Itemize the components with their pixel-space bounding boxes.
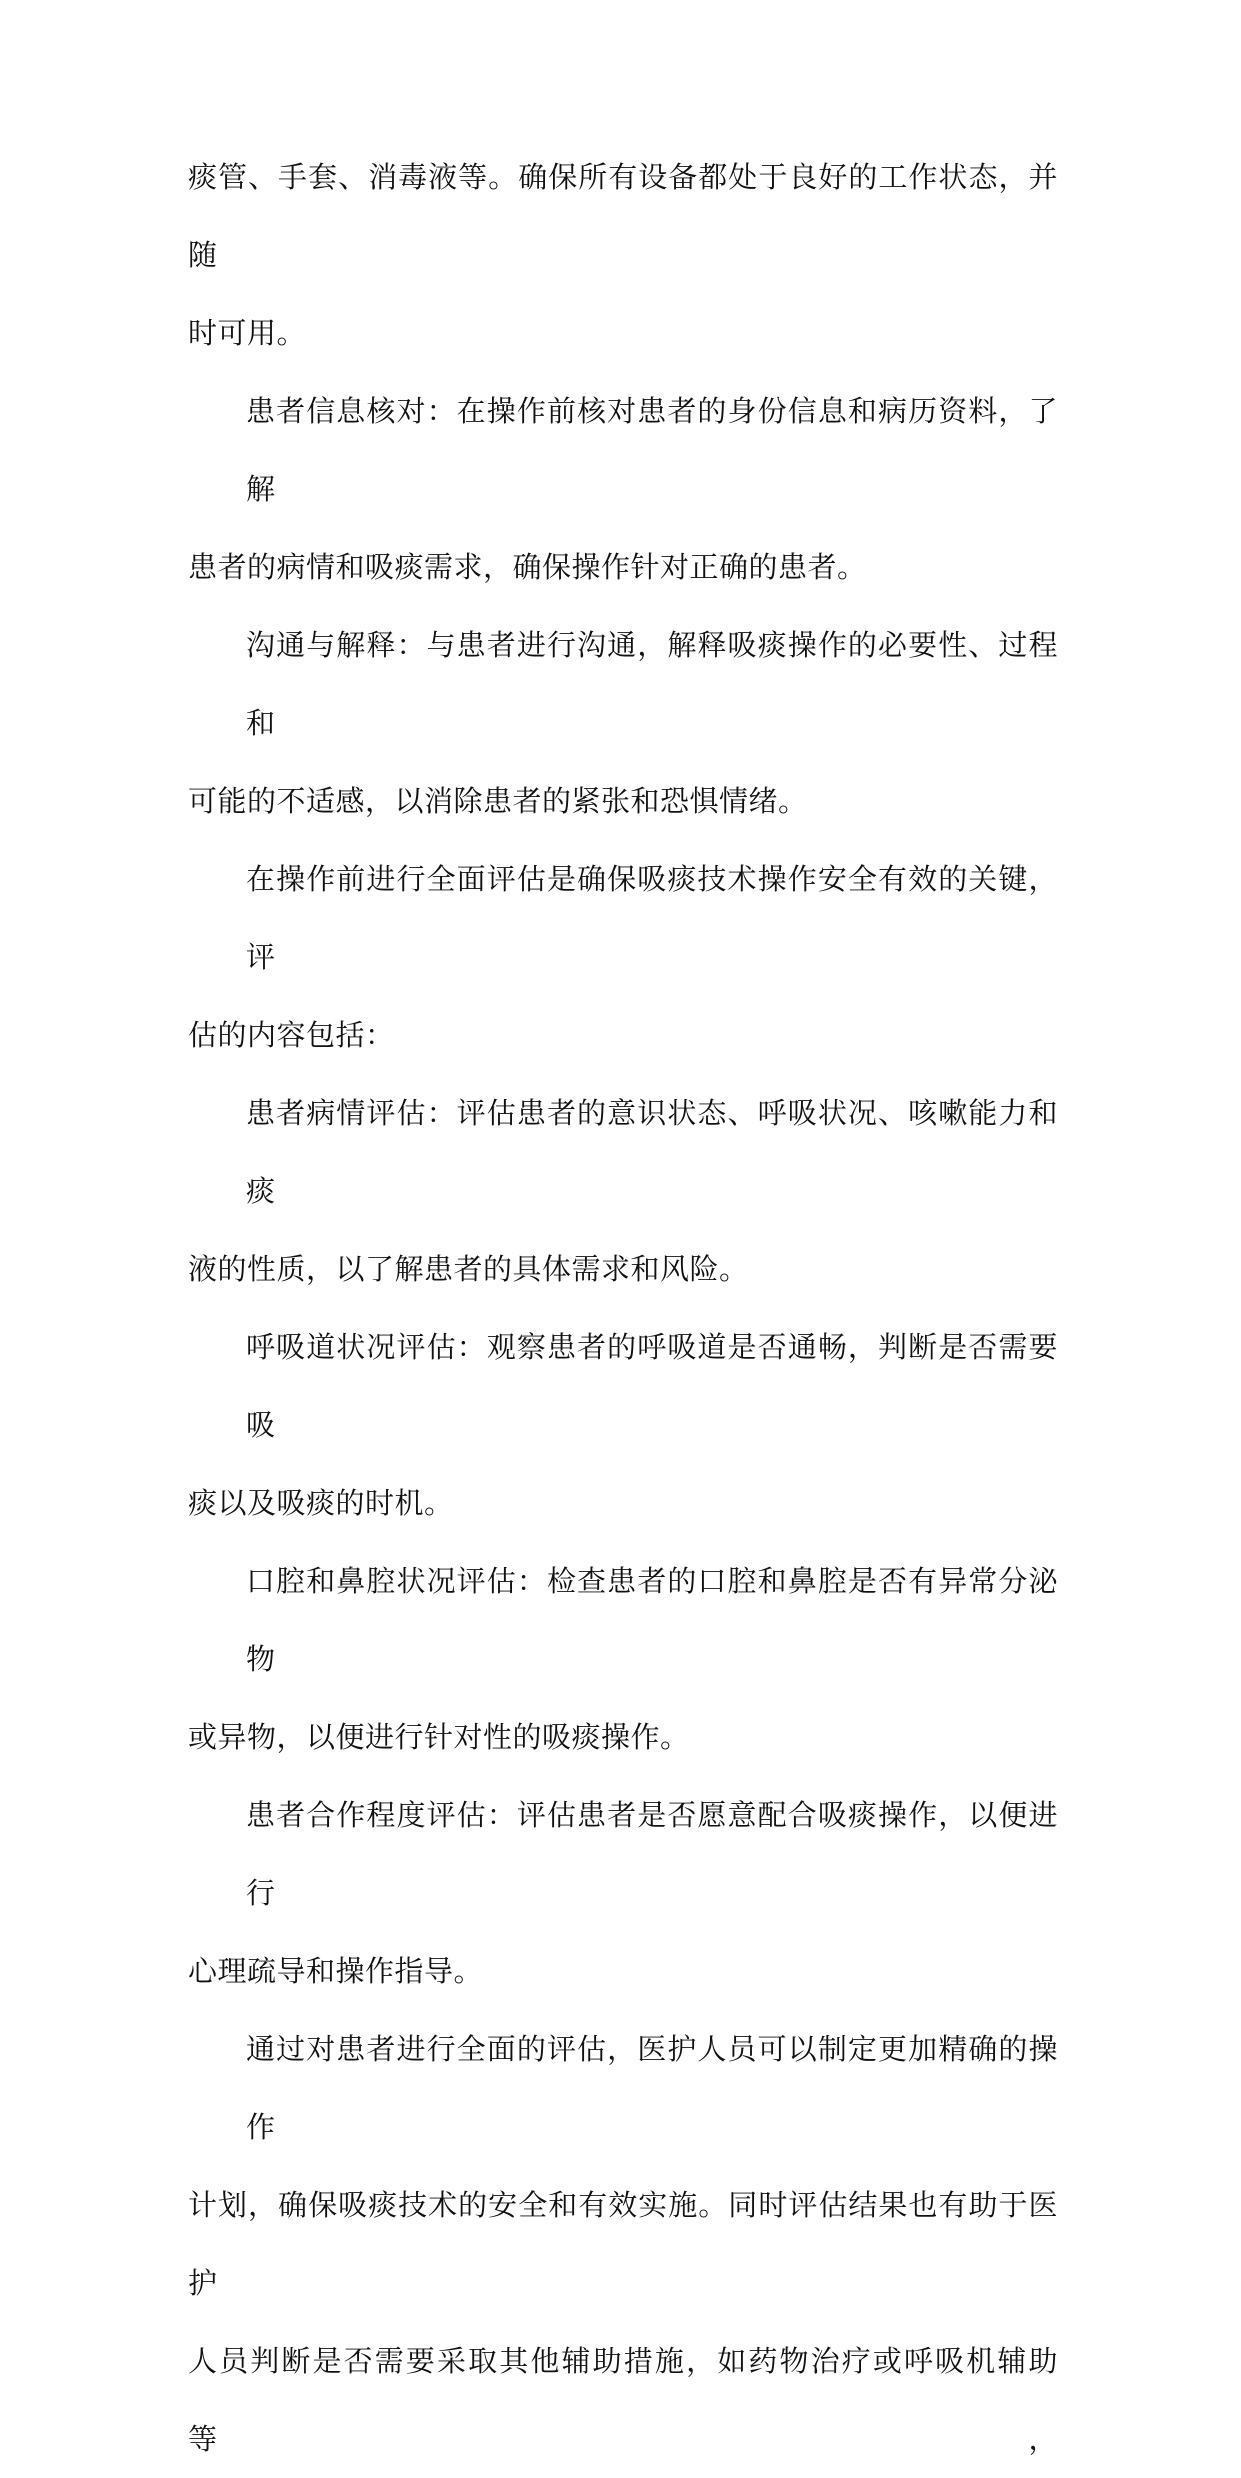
text-line: 心理疏导和操作指导。 [188, 1954, 484, 1988]
paragraph [188, 1776, 1058, 2010]
text-line: 患者的病情和吸痰需求，确保操作针对正确的患者。 [188, 550, 867, 584]
text-line: 通过对患者进行全面的评估，医护人员可以制定更加精确的操作 [246, 2032, 1058, 2144]
body-text [188, 138, 1058, 2478]
text-line: 在操作前进行全面评估是确保吸痰技术操作安全有效的关键，评 [246, 862, 1058, 974]
text-line: 痰以及吸痰的时机。 [188, 1486, 454, 1520]
text-line: 或异物，以便进行针对性的吸痰操作。 [188, 1720, 690, 1754]
text-line: 痰管、手套、消毒液等。确保所有设备都处于良好的工作状态，并随 [188, 160, 1058, 272]
text-line: 时可用。 [188, 316, 307, 350]
paragraph [188, 2010, 1058, 2478]
paragraph [188, 1074, 1058, 1308]
text-line: 估的内容包括： [188, 1018, 395, 1052]
text-line: 计划，确保吸痰技术的安全和有效实施。同时评估结果也有助于医护 [188, 2188, 1058, 2300]
text-line: 可能的不适感，以消除患者的紧张和恐惧情绪。 [188, 784, 808, 818]
text-line: 患者病情评估：评估患者的意识状态、呼吸状况、咳嗽能力和痰 [246, 1096, 1058, 1208]
text-line: 呼吸道状况评估：观察患者的呼吸道是否通畅，判断是否需要吸 [246, 1330, 1058, 1442]
paragraph [188, 372, 1058, 606]
paragraph [188, 840, 1058, 1074]
paragraph [188, 138, 1058, 372]
paragraph [188, 1542, 1058, 1776]
paragraph [188, 1308, 1058, 1542]
text-line: 沟通与解释：与患者进行沟通，解释吸痰操作的必要性、过程和 [246, 628, 1058, 740]
text-line: 液的性质，以了解患者的具体需求和风险。 [188, 1252, 749, 1286]
text-line: 人员判断是否需要采取其他辅助措施，如药物治疗或呼吸机辅助等， [188, 2344, 1058, 2456]
text-line: 患者合作程度评估：评估患者是否愿意配合吸痰操作，以便进行 [246, 1798, 1058, 1910]
text-line: 患者信息核对：在操作前核对患者的身份信息和病历资料，了解 [246, 394, 1058, 506]
paragraph [188, 606, 1058, 840]
text-line: 口腔和鼻腔状况评估：检查患者的口腔和鼻腔是否有异常分泌物 [246, 1564, 1058, 1676]
